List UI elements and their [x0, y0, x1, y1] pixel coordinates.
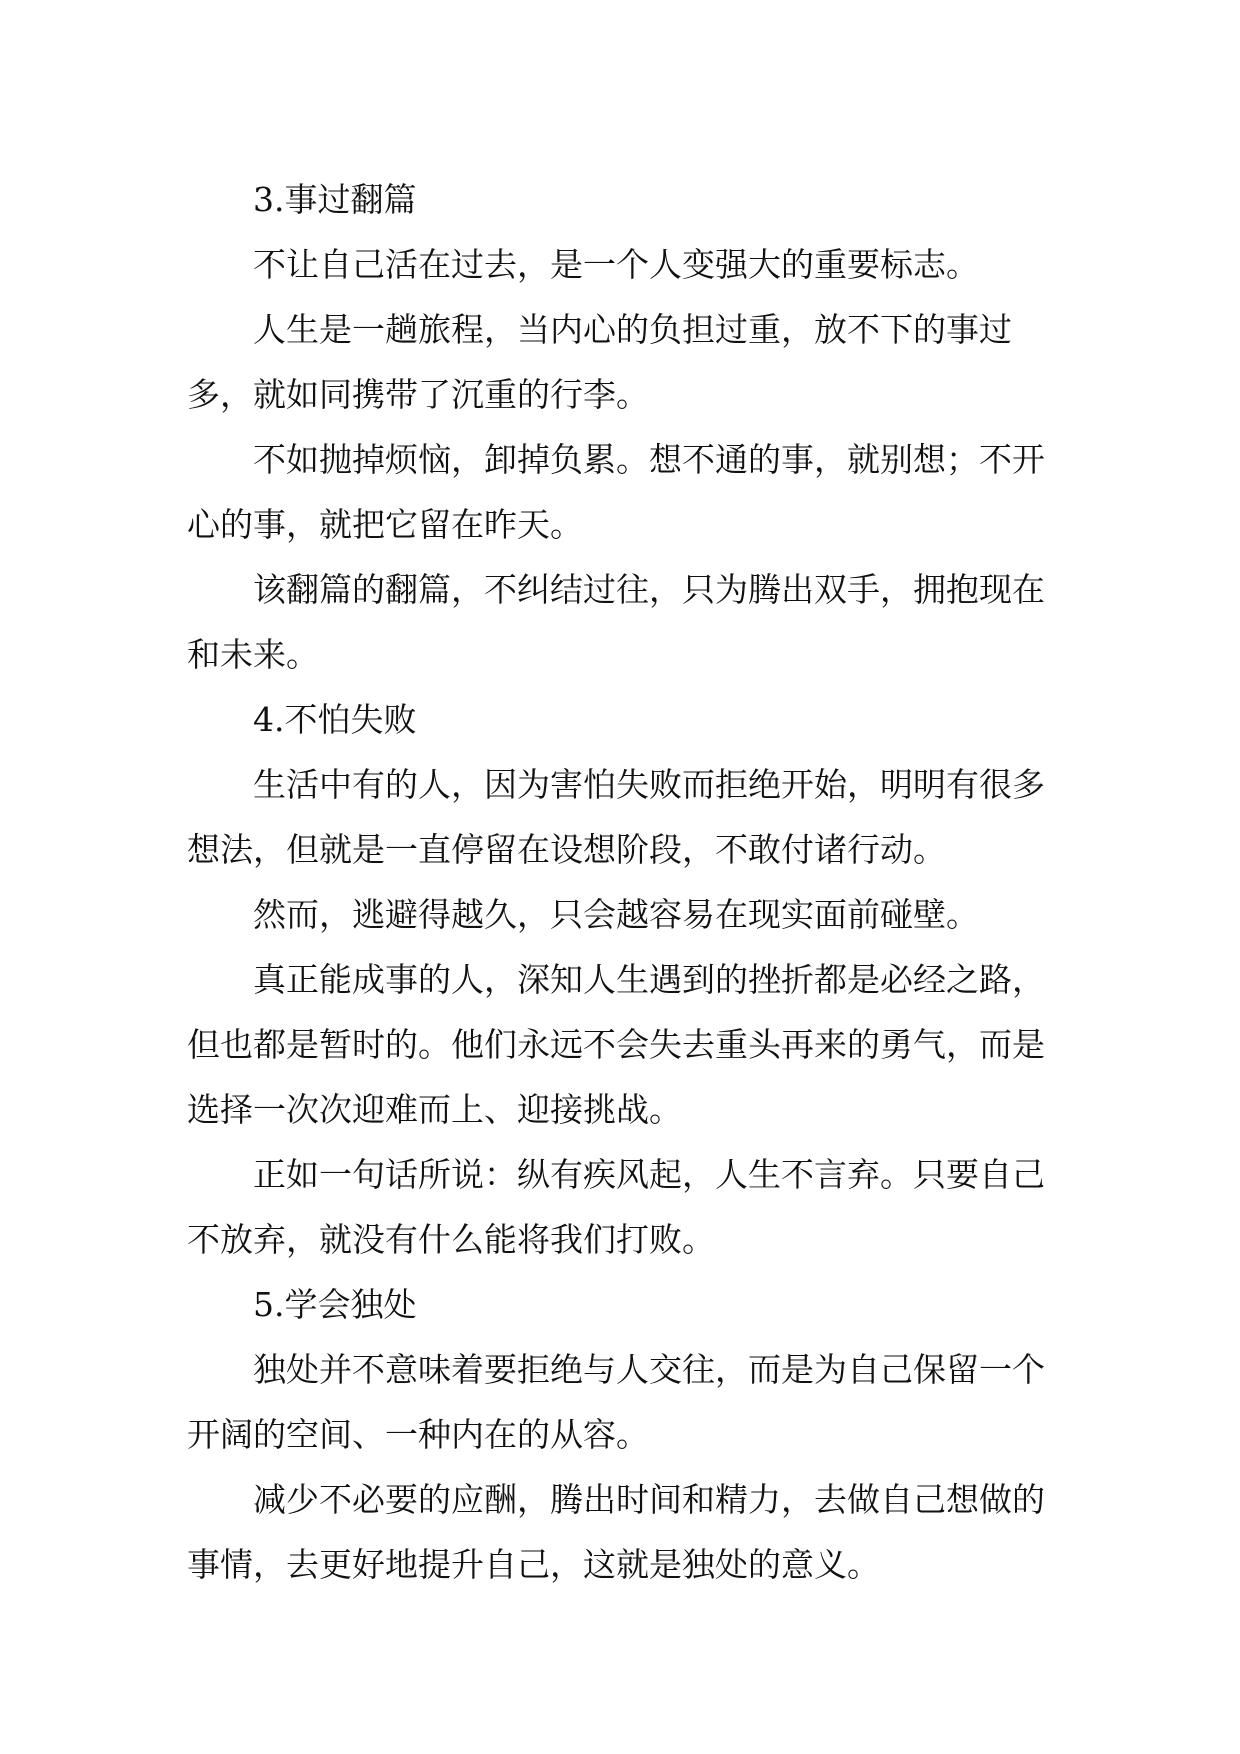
paragraph: 减少不必要的应酬，腾出时间和精力，去做自己想做的事情，去更好地提升自己，这就是独处的意义。	[187, 1480, 1045, 1584]
paragraph: 真正能成事的人，深知人生遇到的挫折都是必经之路，但也都是暂时的。他们永远不会失去重头再来的勇气，而是选择一次次迎难而上、迎接挑战。	[187, 960, 1045, 1129]
section-heading-5: 5.学会独处	[253, 1285, 417, 1324]
paragraph: 该翻篇的翻篇，不纠结过往，只为腾出双手，拥抱现在和未来。	[187, 570, 1045, 674]
paragraph: 独处并不意味着要拒绝与人交往，而是为自己保留一个开阔的空间、一种内在的从容。	[187, 1350, 1045, 1454]
paragraph: 然而，逃避得越久，只会越容易在现实面前碰壁。	[253, 895, 979, 934]
paragraph: 不如抛掉烦恼，卸掉负累。想不通的事，就别想；不开心的事，就把它留在昨天。	[187, 440, 1045, 544]
paragraph: 不让自己活在过去，是一个人变强大的重要标志。	[253, 245, 979, 284]
paragraph: 生活中有的人，因为害怕失败而拒绝开始，明明有很多想法，但就是一直停留在设想阶段，不敢付诸行动。	[187, 765, 1045, 869]
section-heading-4: 4.不怕失败	[253, 700, 417, 739]
section-heading-3: 3.事过翻篇	[253, 180, 417, 219]
document-body	[187, 167, 1067, 1597]
paragraph: 人生是一趟旅程，当内心的负担过重，放不下的事过多，就如同携带了沉重的行李。	[187, 310, 1012, 414]
paragraph: 正如一句话所说：纵有疾风起，人生不言弃。只要自己不放弃，就没有什么能将我们打败。	[187, 1155, 1045, 1259]
